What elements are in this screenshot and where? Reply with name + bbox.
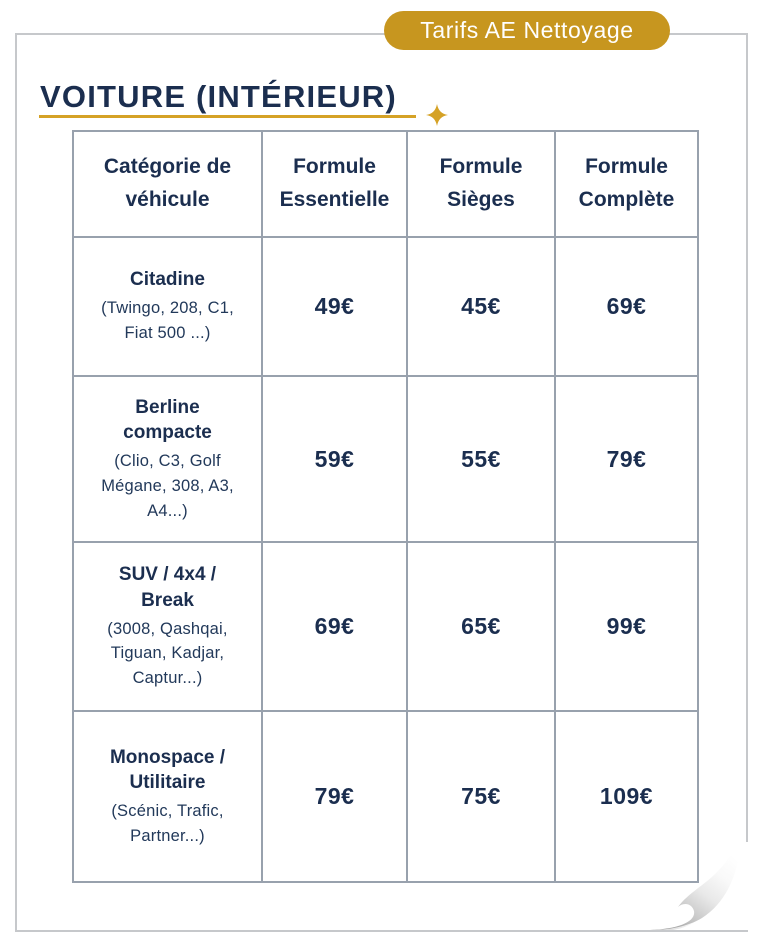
table-row-citadine [73,237,698,376]
header-cell-complete: Formule Complète [555,131,698,237]
page-title: VOITURE (INTÉRIEUR) [40,79,397,114]
price-cell [555,237,698,376]
price-cell [262,376,407,542]
price-cell [407,376,555,542]
category-models: (3008, Qashqai, Tiguan, Kadjar, Captur...) [107,619,228,688]
table-row-suv [73,542,698,711]
category-models: (Twingo, 208, C1, Fiat 500 ...) [101,299,234,342]
category-name: Berline compacte [123,396,212,444]
category-models: (Clio, C3, Golf Mégane, 308, A3, A4...) [101,452,234,520]
price-cell [555,376,698,542]
price-value: 49€ [314,293,355,319]
price-value: 59€ [314,445,355,472]
price-value: 69€ [606,293,647,319]
category-cell [73,237,262,376]
price-cell [407,237,555,376]
header-badge-label: Tarifs AE Nettoyage [420,17,634,43]
price-value: 65€ [461,613,501,639]
category-name: Monospace / Utilitaire [109,746,226,794]
price-value: 79€ [314,783,355,809]
page-curl-icon [640,842,752,930]
price-value: 55€ [461,445,501,472]
title-underline [39,115,416,118]
price-cell [555,542,698,711]
category-models: (Scénic, Trafic, Partner...) [111,801,224,845]
table-header-row [73,131,698,237]
category-cell [73,542,262,711]
price-value: 99€ [606,613,647,639]
sparkle-icon [426,104,448,126]
price-value: 75€ [461,783,501,809]
header-cell-category: Catégorie de véhicule [73,131,262,237]
header-cell-essentielle: Formule Essentielle [262,131,407,237]
price-value: 45€ [461,293,501,319]
category-name: Citadine [130,269,205,291]
price-cell [262,542,407,711]
category-name: SUV / 4x4 / Break [118,564,217,611]
header-cell-sieges: Formule Sièges [407,131,555,237]
category-cell [73,376,262,542]
price-cell [407,542,555,711]
table-row-monospace [73,711,698,882]
header-badge [384,11,670,50]
price-cell [262,711,407,882]
price-value: 79€ [606,445,647,472]
table-row-berline [73,376,698,542]
pricing-table [72,130,699,883]
price-value: 109€ [599,783,654,809]
price-cell [262,237,407,376]
price-cell [407,711,555,882]
price-value: 69€ [314,613,355,639]
category-cell [73,711,262,882]
